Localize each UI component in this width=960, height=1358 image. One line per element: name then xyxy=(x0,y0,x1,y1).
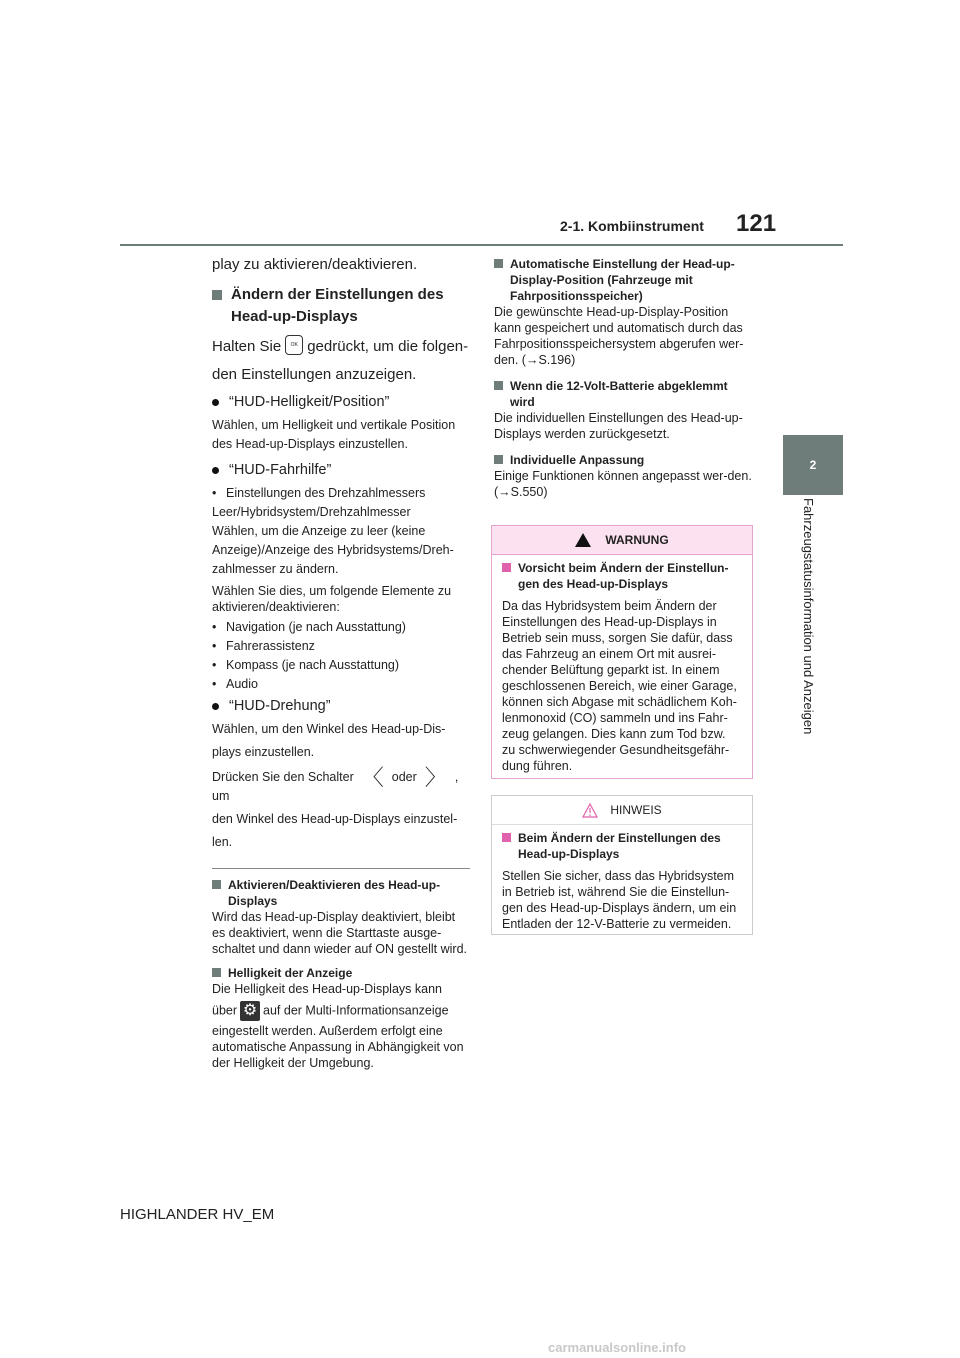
list-item-text: Fahrerassistenz xyxy=(226,639,315,653)
customization-body: Einige Funktionen können angepasst wer-den. (→S.550) xyxy=(494,469,752,499)
dot-bullet-icon xyxy=(212,703,219,710)
square-bullet-icon xyxy=(212,968,221,977)
hold-pre: Halten Sie xyxy=(212,338,282,355)
square-bullet-icon xyxy=(494,455,503,464)
heading-auto-position-text: Automatische Einstellung der Head-up-Display-Position (Fahrzeuge mit Fahrpositionsspeicher) xyxy=(510,257,735,303)
chevron-right-icon: 〉 xyxy=(424,765,447,791)
rotation-press-mid: oder xyxy=(391,770,417,784)
driving-aid-select: Wählen Sie dies, um folgende Elemente zu aktivieren/deaktivieren: xyxy=(212,584,452,614)
list-item: • Navigation (je nach Ausstattung) xyxy=(212,618,470,637)
note-box xyxy=(491,795,753,935)
square-bullet-icon xyxy=(502,563,511,572)
heading-auto-position xyxy=(494,256,752,304)
hold-post: gedrückt, um die folgen- xyxy=(307,338,469,355)
square-bullet-icon xyxy=(494,381,503,390)
rotation-line-1: Wählen, um den Winkel des Head-up-Dis- xyxy=(212,722,446,736)
note-title-text: Beim Ändern der Einstellungen des Head-up-Displays xyxy=(518,831,721,861)
caution-icon xyxy=(582,803,596,817)
page-number: 121 xyxy=(736,210,777,237)
item-driving-aid-title: “HUD-Fahrhilfe” xyxy=(229,462,332,478)
list-item-text: Kompass (je nach Ausstattung) xyxy=(226,658,400,672)
section-divider xyxy=(212,868,470,869)
watermark: carmanualsonline.info xyxy=(548,1340,686,1355)
warning-icon xyxy=(575,533,591,547)
rotation-line-2: plays einzustellen. xyxy=(212,745,315,759)
right-column xyxy=(494,254,752,500)
section-title: 2-1. Kombiinstrument xyxy=(560,218,704,234)
rotation-line-4: len. xyxy=(212,835,233,850)
item-rotation-title: “HUD-Drehung” xyxy=(229,698,331,714)
auto-position-body: Die gewünschte Head-up-Display-Position kann gespeichert und automatisch durch das Fahrpositionsspeichersystem abgerufen wer-den. (→S.196) xyxy=(494,305,744,367)
left-column xyxy=(212,254,470,1071)
hold-instruction xyxy=(212,336,470,358)
heading-battery xyxy=(494,378,752,410)
list-item-text: Audio xyxy=(226,677,258,691)
item-brightness-text-2: des Head-up-Displays einzustellen. xyxy=(212,437,408,451)
tachometer-settings: Einstellungen des Drehzahlmessers xyxy=(226,486,426,500)
note-label: HINWEIS xyxy=(610,803,662,817)
heading-activate-text: Aktivieren/Deaktivieren des Head-up-Displays xyxy=(228,878,441,909)
driving-aid-line-1: Leer/Hybridsystem/Drehzahlmesser xyxy=(212,505,411,519)
warning-label: WARNUNG xyxy=(605,533,669,547)
item-brightness-title: “HUD-Helligkeit/Position” xyxy=(229,394,390,410)
battery-body: Die individuellen Einstellungen des Head-up-Displays werden zurückgesetzt. xyxy=(494,411,743,441)
brightness-over-post: auf der Multi-Informationsanzeige xyxy=(263,1003,449,1018)
heading-battery-text: Wenn die 12-Volt-Batterie abgeklemmt wird xyxy=(510,379,728,409)
brightness-over-pre: über xyxy=(212,1003,238,1018)
footer-model: HIGHLANDER HV_EM xyxy=(120,1206,275,1223)
list-item: • Audio xyxy=(212,675,470,694)
rotation-press-pre: Drücken Sie den Schalter xyxy=(212,770,354,784)
warning-title xyxy=(502,560,742,592)
item-brightness-text-1: Wählen, um Helligkeit und vertikale Position xyxy=(212,418,456,432)
brightness-over xyxy=(212,1001,470,1021)
warning-header xyxy=(492,526,752,555)
chapter-side-label xyxy=(802,498,816,768)
list-item: • Fahrerassistenz xyxy=(212,637,470,656)
brightness-line-1: Die Helligkeit des Head-up-Displays kann xyxy=(212,982,442,997)
item-brightness xyxy=(212,392,470,412)
chevron-left-icon: 〈 xyxy=(361,765,384,791)
rotation-press-post: , um xyxy=(212,770,459,804)
dot-bullet-icon xyxy=(212,399,219,406)
intro-text: play zu aktivieren/deaktivieren. xyxy=(212,256,418,273)
dot-bullet-icon xyxy=(212,467,219,474)
driving-aid-line-4: zahlmesser zu ändern. xyxy=(212,562,339,576)
list-item: • Kompass (je nach Ausstattung) xyxy=(212,656,470,675)
note-title xyxy=(502,830,742,862)
heading-customization xyxy=(494,452,752,468)
driving-aid-line-3: Anzeige)/Anzeige des Hybridsystems/Dreh- xyxy=(212,543,454,557)
rotation-line-3: den Winkel des Head-up-Displays einzustel- xyxy=(212,812,458,827)
header-rule xyxy=(120,244,843,246)
gear-icon: ⚙ xyxy=(240,1001,260,1021)
note-header xyxy=(492,796,752,825)
brightness-rest: eingestellt werden. Außerdem erfolgt eine automatische Anpassung in Abhängigkeit von der Helligkeit der Umgebung. xyxy=(212,1024,464,1071)
warning-body: Da das Hybridsystem beim Ändern der Einstellungen des Head-up-Displays in Betrieb sein muss, sorgen Sie dafür, dass das Fahrzeug an einem Ort mit ausrei-chender Belüftung geparkt ist. In einem geschlossenen Bereich, wie einer Garage, können sich Abgase mit schädlichem Koh-lenmonoxid (CO) sammeln und ins Fahr-zeug gelangen. Dies kann zum Tod bzw. zu schwerwiegender Gesundheitsgefähr-dung führen. xyxy=(502,599,737,773)
warning-title-text: Vorsicht beim Ändern der Einstellun-gen des Head-up-Displays xyxy=(518,561,729,591)
square-bullet-icon xyxy=(502,833,511,842)
list-item: • Einstellungen des Drehzahlmessers xyxy=(212,484,470,503)
rotation-press xyxy=(212,765,470,806)
item-rotation xyxy=(212,696,470,716)
warning-box xyxy=(491,525,753,779)
list-item-text: Navigation (je nach Ausstattung) xyxy=(226,620,406,634)
chapter-tab: 2 xyxy=(783,435,843,495)
heading-change-settings xyxy=(212,284,470,328)
heading-customization-text: Individuelle Anpassung xyxy=(510,453,645,467)
chapter-side-label-text: Fahrzeugstatusinformation und Anzeigen xyxy=(801,498,816,735)
heading-change-settings-text: Ändern der Einstellungen des Head-up-Displays xyxy=(231,286,444,325)
note-body: Stellen Sie sicher, dass das Hybridsystem in Betrieb ist, während Sie die Einstellun-gen des Head-up-Displays ändern, um ein Entladen der 12-V-Batterie zu vermeiden. xyxy=(502,869,737,931)
square-bullet-icon xyxy=(494,259,503,268)
heading-brightness-text: Helligkeit der Anzeige xyxy=(228,966,353,981)
square-bullet-icon xyxy=(212,290,222,300)
heading-brightness xyxy=(212,965,470,981)
ok-button-icon: OK xyxy=(285,335,303,355)
square-bullet-icon xyxy=(212,880,221,889)
driving-aid-line-2: Wählen, um die Anzeige zu leer (keine xyxy=(212,524,426,538)
item-driving-aid xyxy=(212,460,470,480)
activate-body: Wird das Head-up-Display deaktiviert, bleibt es deaktiviert, wenn die Starttaste ausge-schaltet und dann wieder auf ON gestellt wird. xyxy=(212,910,467,957)
hold-instruction-2: den Einstellungen anzuzeigen. xyxy=(212,366,417,383)
heading-activate xyxy=(212,877,470,909)
